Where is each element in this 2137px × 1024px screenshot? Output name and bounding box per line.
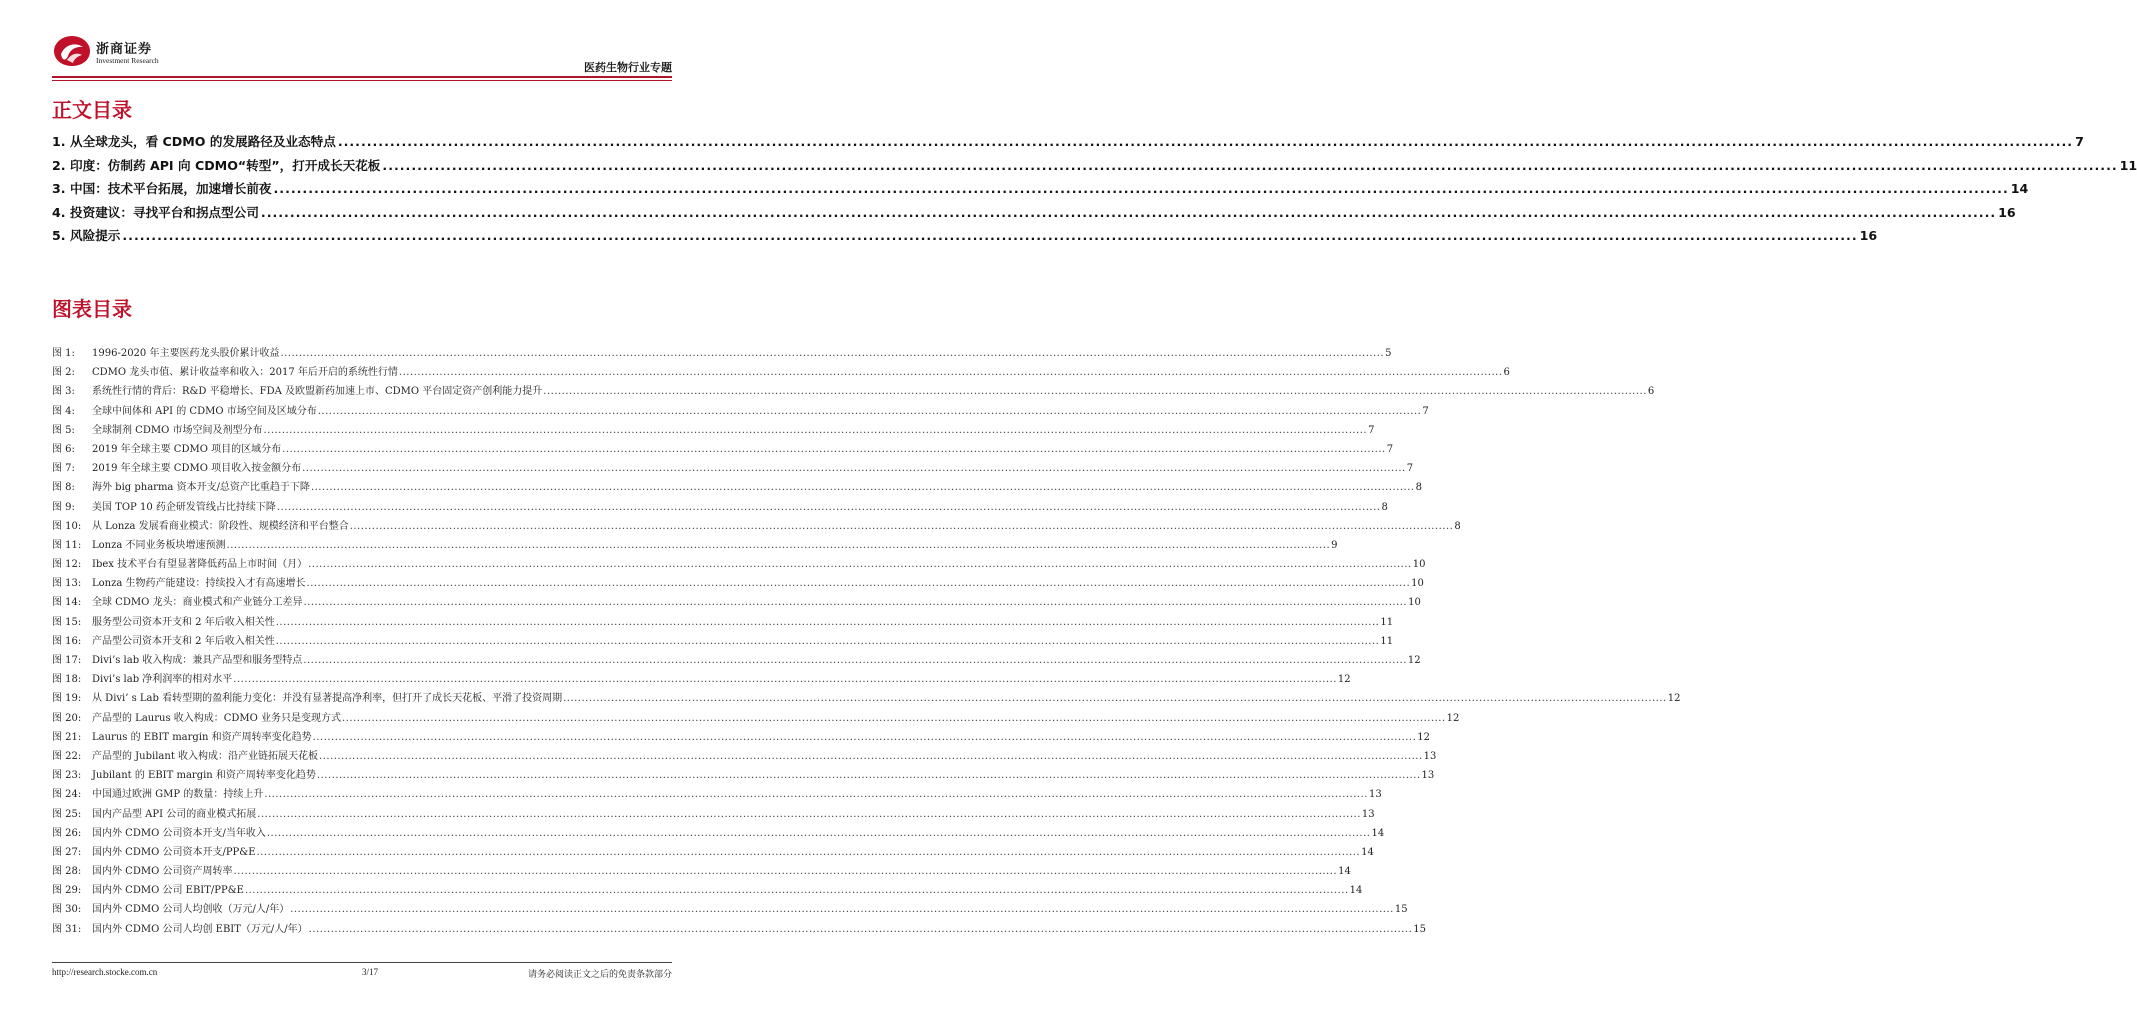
figure-leader-dots: ............................................................................................................................................................................................................................................................................................................ bbox=[342, 712, 1446, 724]
toc-title: 正文目录 bbox=[52, 98, 132, 122]
figure-entry-text: 从 Lonza 发展看商业模式：阶段性、规模经济和平台整合 bbox=[92, 520, 349, 532]
logo-chinese-name: 浙商证券 bbox=[96, 42, 153, 57]
toc-leader-dots: ............................................................................................................................................................................................................................................................................................................ bbox=[382, 157, 2118, 173]
figure-entry-text: 国内外 CDMO 公司 EBIT/PP&E bbox=[92, 885, 244, 897]
figure-entry-text: 服务型公司资本开支和 2 年后收入相关性 bbox=[92, 616, 275, 628]
figure-entry-page: 10 bbox=[1412, 559, 1426, 571]
figure-entry[interactable] bbox=[52, 555, 1426, 574]
figure-leader-dots: ............................................................................................................................................................................................................................................................................................................ bbox=[349, 520, 1454, 532]
toc-entry[interactable] bbox=[52, 155, 2137, 179]
figure-entry-text: 全球 CDMO 龙头：商业模式和产业链分工差异 bbox=[92, 597, 303, 609]
figure-entry-page: 9 bbox=[1331, 539, 1338, 551]
toc-leader-dots: ............................................................................................................................................................................................................................................................................................................ bbox=[122, 228, 1858, 243]
figure-entry-label: 图 19: bbox=[52, 693, 82, 705]
toc-entry-page: 7 bbox=[2075, 134, 2084, 149]
toc-entry-text: 中国：技术平台拓展，加速增长前夜 bbox=[70, 181, 272, 196]
figure-entry[interactable] bbox=[52, 920, 1427, 939]
figures-title: 图表目录 bbox=[52, 297, 132, 321]
figure-entry-text: Ibex 技术平台有望显著降低药品上市时间（月） bbox=[92, 559, 308, 571]
figure-entry-label: 图 31: bbox=[52, 923, 82, 935]
figure-entry[interactable] bbox=[52, 728, 1431, 747]
figure-entry-page: 7 bbox=[1406, 463, 1414, 475]
figure-entry-text: 美国 TOP 10 药企研发管线占比持续下降 bbox=[92, 501, 276, 513]
figure-leader-dots: ............................................................................................................................................................................................................................................................................................................ bbox=[319, 750, 1423, 762]
figure-leader-dots: ............................................................................................................................................................................................................................................................................................................ bbox=[275, 616, 1380, 628]
figure-entry-text: 产品型的 Laurus 收入构成：CDMO 业务只是变现方式 bbox=[92, 712, 342, 724]
figure-entry-text: Jubilant 的 EBIT margin 和资产周转率变化趋势 bbox=[92, 770, 316, 782]
figure-entry-text: 1996-2020 年主要医药龙头股价累计收益 bbox=[92, 348, 280, 359]
figure-entry-page: 15 bbox=[1394, 904, 1408, 916]
figure-entry-text: Lonza 生物药产能建设：持续投入才有高速增长 bbox=[92, 578, 306, 590]
figure-entry-text: 系统性行情的背后：R&D 平稳增长、FDA 及欧盟新药加速上市、CDMO 平台固定资产创利能力提升 bbox=[92, 386, 543, 398]
figure-leader-dots: ............................................................................................................................................................................................................................................................................................................ bbox=[316, 770, 1421, 782]
figure-entry-page: 12 bbox=[1446, 712, 1460, 724]
figure-entry-label: 图 10: bbox=[52, 520, 82, 532]
figure-leader-dots: ............................................................................................................................................................................................................................................................................................................ bbox=[302, 463, 1406, 475]
toc-entry-page: 16 bbox=[1998, 204, 2016, 220]
figure-entry-page: 6 bbox=[1503, 367, 1510, 379]
header-divider-thin bbox=[52, 80, 672, 81]
figure-entry-page: 14 bbox=[1371, 827, 1385, 839]
figure-entry-text: 中国通过欧洲 GMP 的数量：持续上升 bbox=[92, 789, 264, 801]
header-divider bbox=[52, 76, 672, 78]
figure-entry-text: 全球制剂 CDMO 市场空间及剂型分布 bbox=[92, 424, 263, 436]
figure-entry-label: 图 4: bbox=[52, 405, 75, 417]
company-logo-icon bbox=[52, 34, 92, 68]
page-header bbox=[52, 28, 672, 78]
figure-entry-text: 国内外 CDMO 公司人均创 EBIT（万元/人/年） bbox=[92, 923, 308, 935]
figure-entry-label: 图 12: bbox=[52, 559, 82, 571]
toc-entry-number: 2. bbox=[52, 157, 66, 173]
figure-entry[interactable] bbox=[52, 613, 1394, 632]
figure-leader-dots: ............................................................................................................................................................................................................................................................................................................ bbox=[263, 424, 1368, 436]
figure-entry-page: 14 bbox=[1349, 885, 1363, 897]
figure-entry-label: 图 23: bbox=[52, 770, 82, 782]
figure-entry-text: Laurus 的 EBIT margin 和资产周转率变化趋势 bbox=[92, 731, 312, 743]
figure-leader-dots: ............................................................................................................................................................................................................................................................................................................ bbox=[275, 635, 1380, 647]
toc-entry[interactable] bbox=[52, 202, 2016, 226]
page-number: 3/17 bbox=[361, 967, 378, 977]
figure-entry-page: 12 bbox=[1337, 674, 1351, 686]
figure-entry-text: 海外 big pharma 资本开支/总资产比重趋于下降 bbox=[92, 482, 310, 494]
toc-entry-text: 投资建议：寻找平台和拐点型公司 bbox=[70, 204, 259, 220]
figure-entry-text: Divi’s lab 收入构成：兼具产品型和服务型特点 bbox=[92, 655, 303, 666]
figure-entry-text: 产品型的 Jubilant 收入构成：沿产业链拓展天花板 bbox=[92, 750, 319, 762]
figure-entry-label: 图 2: bbox=[52, 367, 75, 379]
figure-entry-label: 图 20: bbox=[52, 712, 82, 724]
figure-entry[interactable] bbox=[52, 670, 1351, 689]
toc-entry[interactable] bbox=[52, 131, 2084, 155]
toc-entry-number: 4. bbox=[52, 204, 66, 220]
figure-entry-label: 图 6: bbox=[52, 443, 75, 455]
figure-leader-dots: ............................................................................................................................................................................................................................................................................................................ bbox=[306, 578, 1411, 590]
figure-entry-label: 图 22: bbox=[52, 750, 82, 762]
figure-entry[interactable] bbox=[52, 689, 1681, 708]
figure-leader-dots: ............................................................................................................................................................................................................................................................................................................ bbox=[264, 789, 1368, 801]
figure-entry-page: 10 bbox=[1408, 597, 1421, 609]
toc-entry-number: 3. bbox=[52, 181, 66, 196]
footer-url[interactable]: http://research.stocke.com.cn bbox=[52, 967, 158, 977]
figure-entry[interactable] bbox=[52, 459, 1414, 478]
figure-leader-dots: ............................................................................................................................................................................................................................................................................................................ bbox=[257, 808, 1361, 820]
figure-entry-page: 7 bbox=[1422, 405, 1429, 417]
figure-entry-page: 7 bbox=[1386, 443, 1394, 455]
figure-leader-dots: ............................................................................................................................................................................................................................................................................................................ bbox=[280, 348, 1385, 359]
figure-entry-text: 国内外 CDMO 公司人均创收（万元/人/年） bbox=[92, 904, 290, 916]
toc-entry-text: 从全球龙头，看 CDMO 的发展路径及业态特点 bbox=[70, 134, 336, 149]
figure-entry[interactable] bbox=[52, 402, 1429, 421]
figure-entry[interactable] bbox=[52, 766, 1435, 785]
toc-entry-text: 印度：仿制药 API 向 CDMO“转型”，打开成长天花板 bbox=[70, 157, 381, 173]
figure-leader-dots: ............................................................................................................................................................................................................................................................................................................ bbox=[266, 827, 1371, 839]
figures-list bbox=[52, 344, 1681, 939]
toc-leader-dots: ............................................................................................................................................................................................................................................................................................................ bbox=[337, 134, 2074, 149]
figure-entry[interactable] bbox=[52, 382, 1655, 401]
figure-leader-dots: ............................................................................................................................................................................................................................................................................................................ bbox=[303, 597, 1408, 609]
figure-entry-page: 14 bbox=[1338, 866, 1351, 878]
figure-leader-dots: ............................................................................................................................................................................................................................................................................................................ bbox=[226, 539, 1331, 551]
figure-entry-page: 11 bbox=[1380, 635, 1394, 647]
toc-entry-number: 5. bbox=[52, 228, 66, 243]
figure-entry[interactable] bbox=[52, 843, 1374, 862]
figure-entry-page: 8 bbox=[1415, 482, 1422, 494]
figure-leader-dots: ............................................................................................................................................................................................................................................................................................................ bbox=[282, 443, 1386, 455]
figure-entry-text: 国内产品型 API 公司的商业模式拓展 bbox=[92, 808, 257, 820]
figure-entry-label: 图 11: bbox=[52, 539, 82, 551]
figure-entry-text: 国内外 CDMO 公司资本开支/当年收入 bbox=[92, 827, 266, 839]
toc-leader-dots: ............................................................................................................................................................................................................................................................................................................ bbox=[273, 181, 2009, 196]
figure-leader-dots: ............................................................................................................................................................................................................................................................................................................ bbox=[256, 846, 1361, 858]
figure-leader-dots: ............................................................................................................................................................................................................................................................................................................ bbox=[312, 731, 1417, 743]
figure-leader-dots: ............................................................................................................................................................................................................................................................................................................ bbox=[317, 405, 1422, 417]
figure-entry-label: 图 18: bbox=[52, 674, 82, 686]
figure-entry[interactable] bbox=[52, 440, 1394, 459]
figure-entry-text: 全球中间体和 API 的 CDMO 市场空间及区域分布 bbox=[92, 405, 317, 417]
toc-entry[interactable] bbox=[52, 178, 2029, 202]
figure-entry-label: 图 29: bbox=[52, 885, 82, 897]
report-type-label: 医药生物行业专题 bbox=[584, 61, 672, 74]
figure-entry[interactable] bbox=[52, 805, 1375, 824]
footer-disclaimer: 请务必阅读正文之后的免责条款部分 bbox=[527, 970, 672, 980]
figure-entry-label: 图 9: bbox=[52, 501, 75, 513]
figure-entry-label: 图 8: bbox=[52, 482, 75, 494]
figure-entry-label: 图 30: bbox=[52, 904, 82, 916]
toc-entry[interactable] bbox=[52, 225, 1878, 249]
figure-entry[interactable] bbox=[52, 632, 1394, 651]
figure-entry-page: 8 bbox=[1454, 520, 1461, 532]
figure-entry-label: 图 24: bbox=[52, 789, 82, 801]
figure-entry-page: 13 bbox=[1368, 789, 1382, 801]
figure-entry-page: 8 bbox=[1381, 501, 1388, 513]
figure-entry-page: 12 bbox=[1667, 693, 1681, 705]
figure-leader-dots: ............................................................................................................................................................................................................................................................................................................ bbox=[276, 501, 1381, 513]
figure-entry[interactable] bbox=[52, 498, 1388, 517]
toc-list bbox=[52, 131, 2137, 249]
footer-divider bbox=[52, 962, 672, 963]
figure-entry-label: 图 27: bbox=[52, 846, 82, 858]
figure-entry-text: Lonza 不同业务板块增速预测 bbox=[92, 539, 226, 551]
figure-entry-label: 图 26: bbox=[52, 827, 82, 839]
figure-entry-text: Divi’s lab 净利润率的相对水平 bbox=[92, 674, 233, 686]
figure-leader-dots: ............................................................................................................................................................................................................................................................................................................ bbox=[233, 674, 1337, 686]
figure-entry-label: 图 3: bbox=[52, 386, 75, 398]
figure-entry-label: 图 7: bbox=[52, 463, 75, 475]
figure-leader-dots: ............................................................................................................................................................................................................................................................................................................ bbox=[398, 367, 1503, 379]
figure-leader-dots: ............................................................................................................................................................................................................................................................................................................ bbox=[543, 386, 1647, 398]
figure-entry-page: 5 bbox=[1385, 348, 1392, 359]
logo-english-name: Investment Research bbox=[96, 56, 159, 65]
figure-entry[interactable] bbox=[52, 421, 1375, 440]
figure-entry[interactable] bbox=[52, 478, 1422, 497]
toc-entry-text: 风险提示 bbox=[70, 228, 121, 243]
figure-entry[interactable] bbox=[52, 862, 1351, 881]
figure-entry-text: 2019 年全球主要 CDMO 项目收入按金额分布 bbox=[92, 463, 302, 475]
figure-entry-page: 14 bbox=[1361, 846, 1374, 858]
figure-entry[interactable] bbox=[52, 363, 1510, 382]
figure-entry[interactable] bbox=[52, 536, 1338, 555]
figure-leader-dots: ............................................................................................................................................................................................................................................................................................................ bbox=[290, 904, 1394, 916]
toc-leader-dots: ............................................................................................................................................................................................................................................................................................................ bbox=[260, 204, 1997, 220]
figure-entry[interactable] bbox=[52, 593, 1421, 612]
figure-entry-label: 图 14: bbox=[52, 597, 82, 609]
figure-entry-page: 10 bbox=[1411, 578, 1424, 590]
figure-entry-label: 图 16: bbox=[52, 635, 82, 647]
figure-leader-dots: ............................................................................................................................................................................................................................................................................................................ bbox=[233, 866, 1338, 878]
toc-entry-page: 11 bbox=[2119, 157, 2137, 173]
figure-entry-page: 15 bbox=[1413, 923, 1427, 935]
figure-entry[interactable] bbox=[52, 574, 1424, 593]
figure-entry-page: 12 bbox=[1417, 731, 1431, 743]
figure-leader-dots: ............................................................................................................................................................................................................................................................................................................ bbox=[310, 482, 1415, 494]
figure-entry-text: 从 Divi’ s Lab 看转型期的盈利能力变化：并没有显著提高净利率，但打开了成长天花板、平滑了投资周期 bbox=[92, 693, 563, 705]
figure-entry-text: 国内外 CDMO 公司资产周转率 bbox=[92, 866, 233, 878]
figure-entry[interactable] bbox=[52, 651, 1421, 670]
figure-entry-page: 13 bbox=[1423, 750, 1437, 762]
figure-leader-dots: ............................................................................................................................................................................................................................................................................................................ bbox=[244, 885, 1349, 897]
figure-entry-text: CDMO 龙头市值、累计收益率和收入：2017 年后开启的系统性行情 bbox=[92, 367, 398, 379]
figure-entry-text: 2019 年全球主要 CDMO 项目的区域分布 bbox=[92, 443, 282, 455]
figure-entry-page: 13 bbox=[1421, 770, 1435, 782]
figure-entry-label: 图 13: bbox=[52, 578, 82, 590]
figure-entry-label: 图 21: bbox=[52, 731, 82, 743]
figure-leader-dots: ............................................................................................................................................................................................................................................................................................................ bbox=[308, 923, 1413, 935]
figure-entry[interactable] bbox=[52, 785, 1382, 804]
figure-entry[interactable] bbox=[52, 881, 1363, 900]
figure-entry-label: 图 5: bbox=[52, 424, 75, 436]
toc-entry-page: 14 bbox=[2010, 181, 2029, 196]
figure-leader-dots: ............................................................................................................................................................................................................................................................................................................ bbox=[303, 655, 1407, 666]
toc-entry-page: 16 bbox=[1859, 228, 1878, 243]
figure-entry[interactable] bbox=[52, 747, 1437, 766]
figure-entry-label: 图 28: bbox=[52, 866, 82, 878]
figure-entry-label: 图 15: bbox=[52, 616, 82, 628]
figure-leader-dots: ............................................................................................................................................................................................................................................................................................................ bbox=[308, 559, 1412, 571]
figure-entry-page: 6 bbox=[1647, 386, 1655, 398]
figure-entry-label: 图 1: bbox=[52, 348, 75, 359]
figure-entry-text: 国内外 CDMO 公司资本开支/PP&E bbox=[92, 846, 256, 858]
figure-leader-dots: ............................................................................................................................................................................................................................................................................................................ bbox=[563, 693, 1667, 705]
figure-entry-text: 产品型公司资本开支和 2 年后收入相关性 bbox=[92, 635, 275, 647]
toc-entry-number: 1. bbox=[52, 134, 66, 149]
figure-entry[interactable] bbox=[52, 709, 1460, 728]
figure-entry-page: 7 bbox=[1368, 424, 1375, 436]
figure-entry-page: 11 bbox=[1380, 616, 1394, 628]
figure-entry-page: 12 bbox=[1407, 655, 1421, 666]
figure-entry-label: 图 25: bbox=[52, 808, 82, 820]
figure-entry[interactable] bbox=[52, 900, 1408, 919]
figure-entry-label: 图 17: bbox=[52, 655, 82, 666]
figure-entry-page: 13 bbox=[1361, 808, 1375, 820]
figure-entry[interactable] bbox=[52, 824, 1385, 843]
figure-entry[interactable] bbox=[52, 517, 1461, 536]
figure-entry[interactable] bbox=[52, 344, 1392, 363]
